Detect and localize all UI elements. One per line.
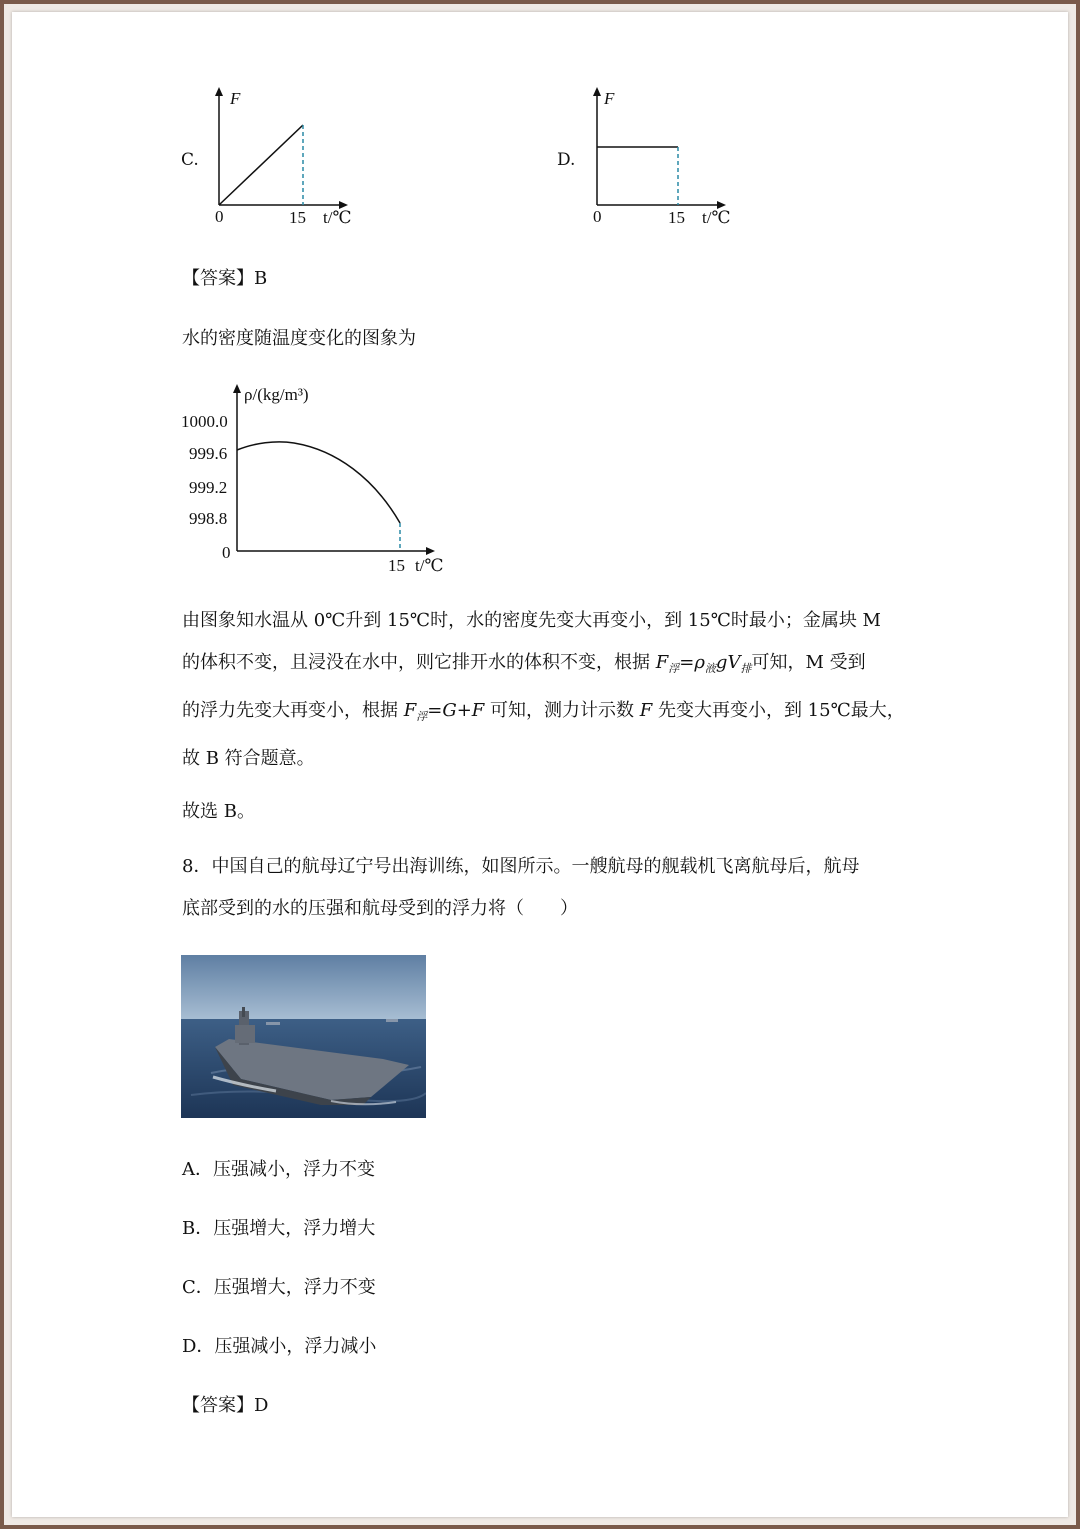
density-chart xyxy=(176,378,456,578)
d-x-tick-15: 15 xyxy=(668,208,685,227)
density-y-tick-9992: 999.2 xyxy=(189,478,228,497)
question-8 xyxy=(182,846,912,930)
option-c: C．压强增大，浮力不变 xyxy=(182,1277,376,1298)
explanation-paragraph xyxy=(182,600,912,780)
option-d: D．压强减小，浮力减小 xyxy=(182,1336,377,1357)
explanation-line-3: 的浮力先变大再变小，根据 $F_浮=G+F$ 可知，测力计示数 F 先变大再变小，到 15℃最大， xyxy=(182,700,905,723)
option-d-chart xyxy=(578,82,748,232)
d-x-tick-0: 0 xyxy=(593,207,602,226)
explanation-line-1: 由图象知水温从 0℃升到 15℃时，水的密度先变大再变小，到 15℃时最小；金属块 M xyxy=(182,610,881,631)
answer-label-2: 【答案】D xyxy=(182,1395,269,1416)
explanation-line-4: 故 B 符合题意。 xyxy=(182,748,315,769)
density-x-label: t/℃ xyxy=(415,556,444,575)
density-intro: 水的密度随温度变化的图象为 xyxy=(182,328,416,349)
density-x-tick-15: 15 xyxy=(388,556,405,575)
density-y-tick-9988: 998.8 xyxy=(189,509,228,528)
density-y-label: ρ/(kg/m³) xyxy=(244,385,309,404)
density-curve xyxy=(237,442,400,523)
c-series-line xyxy=(219,125,303,205)
option-c-chart xyxy=(200,82,370,232)
explanation-line-2: 的体积不变，且浸没在水中，则它排开水的体积不变，根据 $F_浮=\rho_液gV_排$可知，M 受到 xyxy=(182,652,866,675)
c-x-label: t/℃ xyxy=(323,208,352,227)
question-8-line-1: 8．中国自己的航母辽宁号出海训练，如图所示。一艘航母的舰载机飞离航母后，航母 xyxy=(182,856,860,877)
option-d-label: D. xyxy=(557,150,576,170)
d-x-label: t/℃ xyxy=(702,208,731,227)
density-y-tick-1000: 1000.0 xyxy=(181,412,228,431)
density-x-arrow xyxy=(426,547,435,555)
option-b: B．压强增大，浮力增大 xyxy=(182,1218,376,1239)
density-y-tick-0: 0 xyxy=(222,543,231,562)
c-y-arrow xyxy=(215,87,223,96)
c-x-tick-0: 0 xyxy=(215,207,224,226)
choose-line: 故选 B。 xyxy=(182,801,255,822)
density-y-arrow xyxy=(233,384,241,393)
density-y-tick-9996: 999.6 xyxy=(189,444,228,463)
d-y-label: F xyxy=(604,89,615,108)
option-a: A．压强减小，浮力不变 xyxy=(182,1159,375,1180)
answer-label-1: 【答案】B xyxy=(182,268,268,289)
c-x-tick-15: 15 xyxy=(289,208,306,227)
d-y-arrow xyxy=(593,87,601,96)
option-c-label: C. xyxy=(181,150,199,170)
c-y-label: F xyxy=(230,89,241,108)
question-8-line-2: 底部受到的水的压强和航母受到的浮力将（ ） xyxy=(182,898,578,919)
aircraft-carrier-photo xyxy=(181,955,426,1118)
